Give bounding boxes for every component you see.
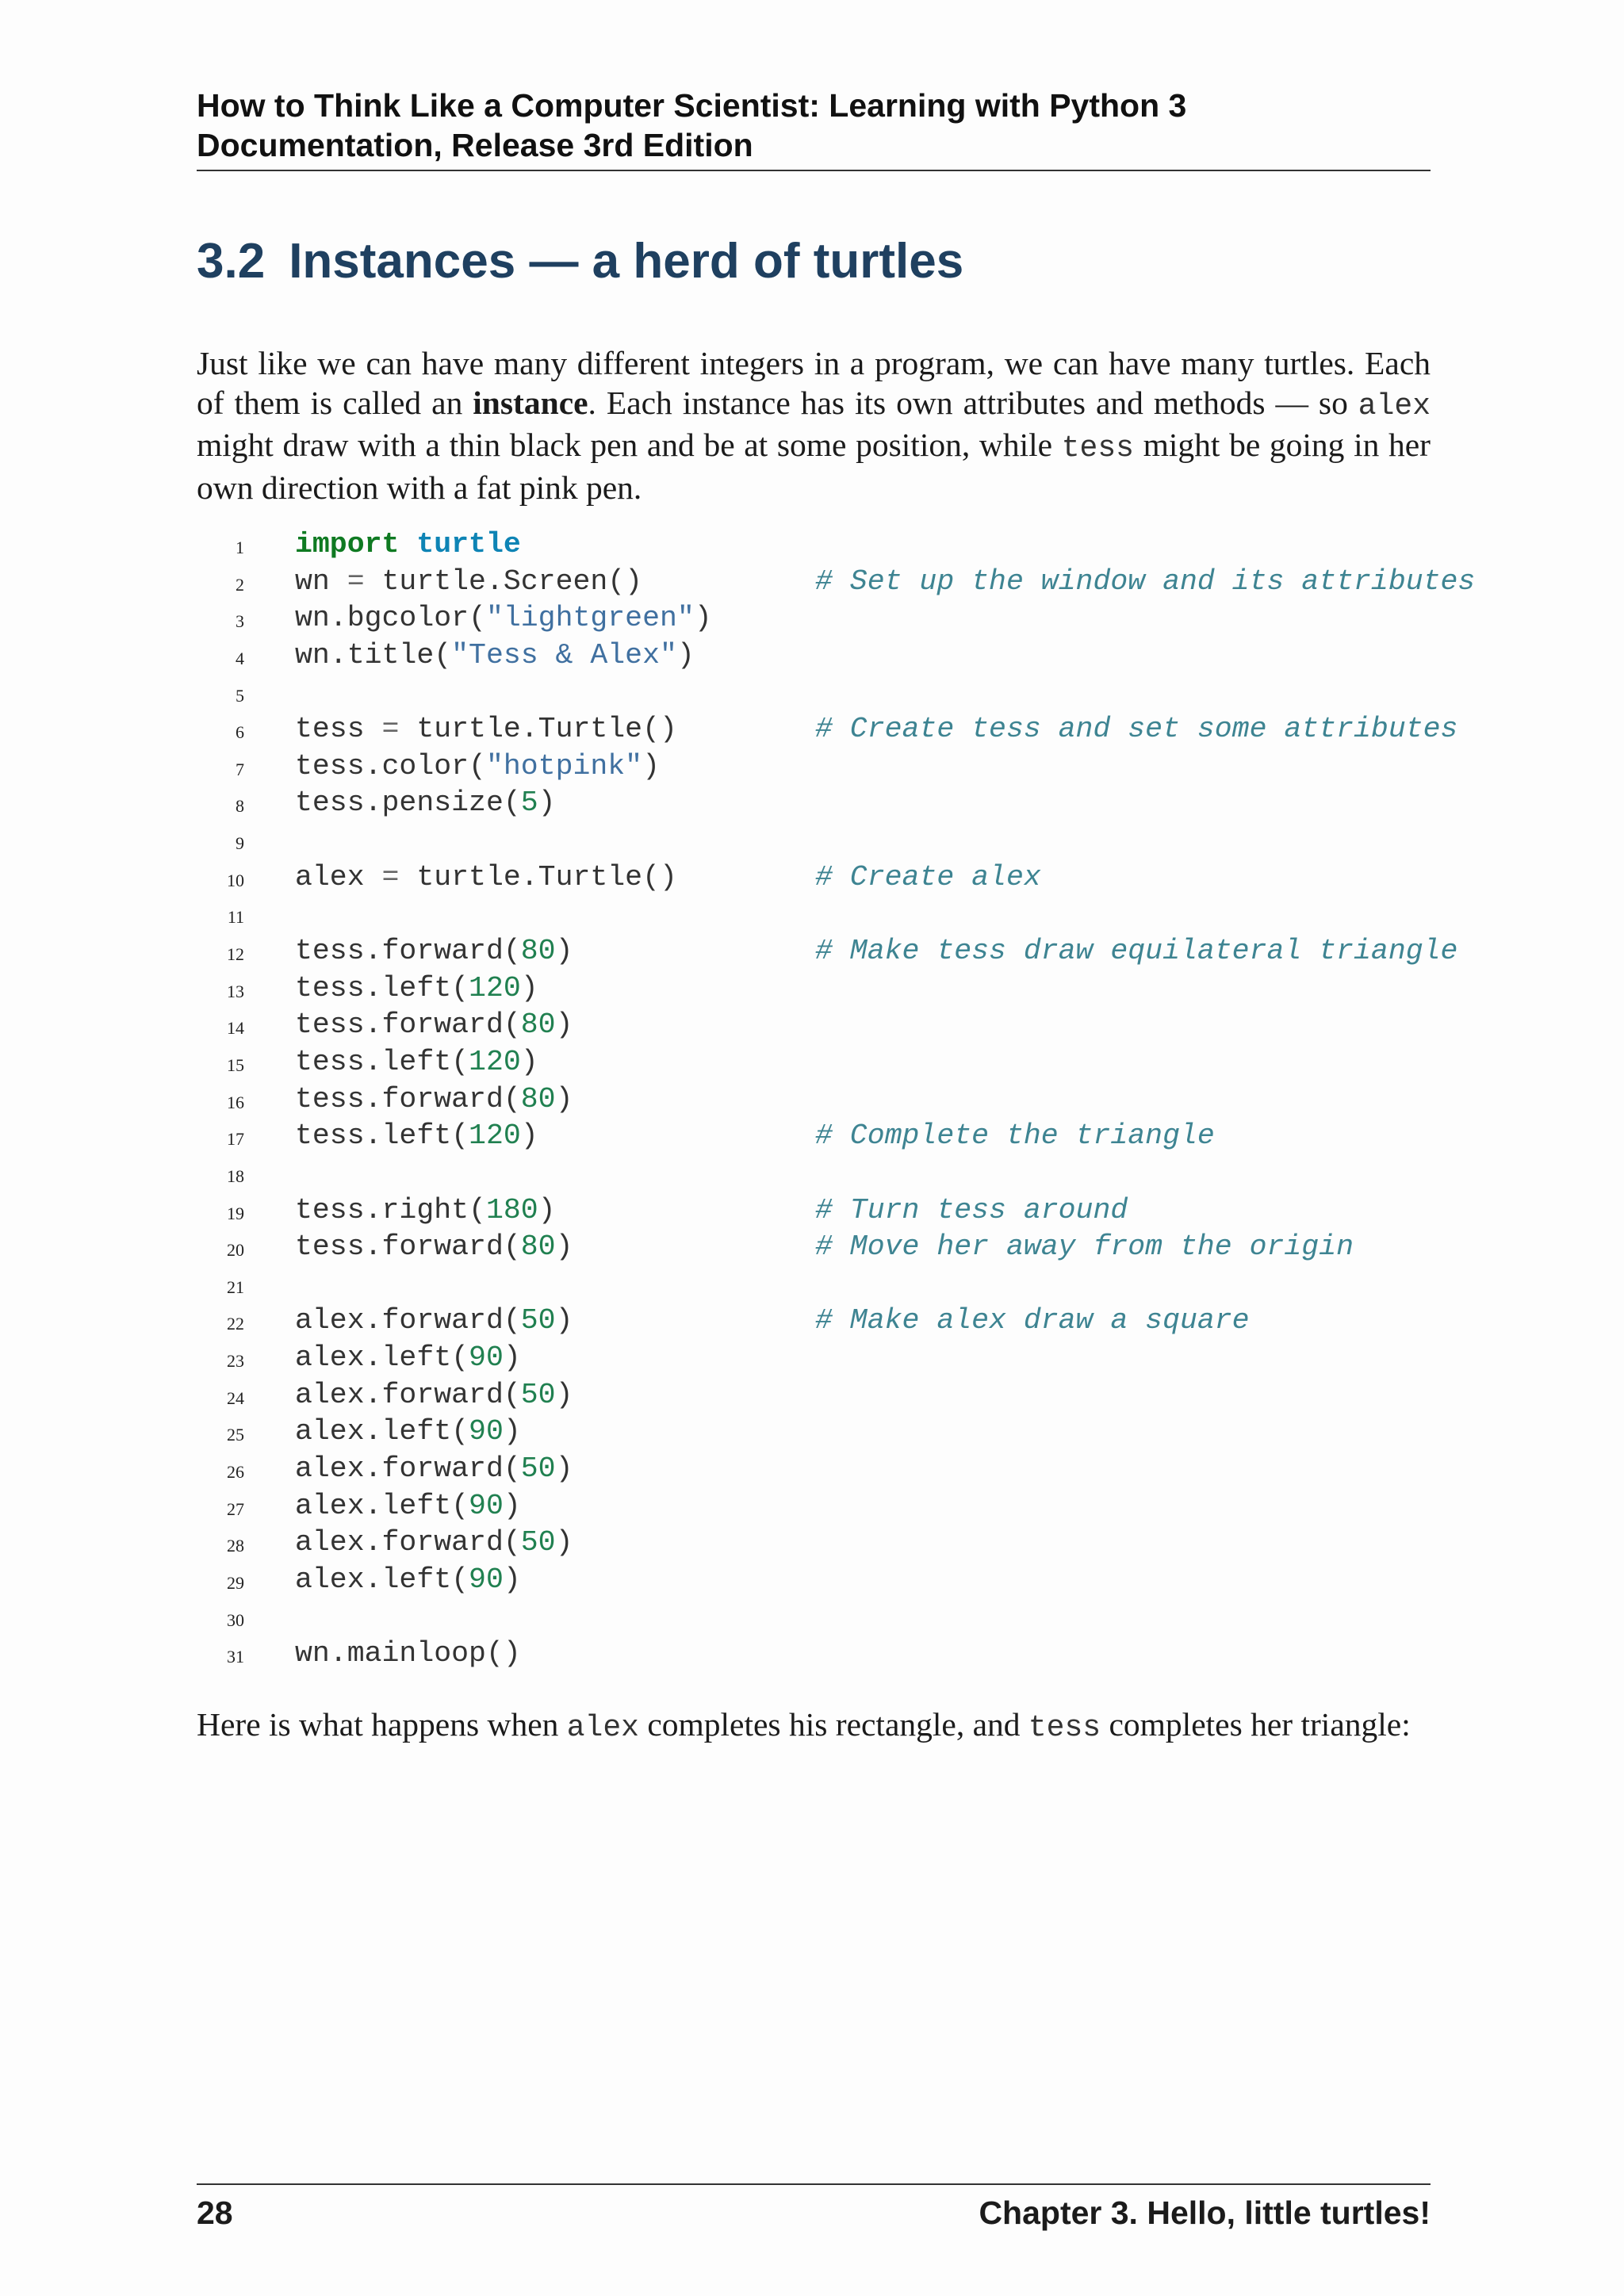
code-token: alex.left( — [295, 1415, 469, 1448]
code-text — [295, 1636, 521, 1673]
code-token: 90 — [469, 1563, 504, 1596]
code-token: wn.title( — [295, 638, 452, 672]
code-token: = — [347, 564, 365, 598]
code-text — [295, 1118, 538, 1155]
running-header-line-2: Documentation, Release 3rd Edition — [197, 127, 753, 163]
code-token: ) — [520, 971, 538, 1004]
code-line — [197, 822, 1545, 859]
code-token: 90 — [469, 1489, 504, 1522]
code-listing — [197, 526, 1545, 1673]
code-token: wn — [295, 564, 347, 598]
code-token: ) — [555, 1304, 573, 1337]
code-comment: # Make alex draw a square — [815, 1304, 1250, 1337]
line-number: 16 — [227, 1092, 244, 1112]
code-token: ) — [676, 638, 695, 672]
after-text-1: Here is what happens when — [197, 1706, 567, 1743]
code-token: wn.bgcolor( — [295, 602, 486, 635]
code-token: tess.right( — [295, 1193, 486, 1226]
code-line — [197, 711, 1545, 748]
code-token: ) — [538, 1193, 556, 1226]
code-token: 120 — [469, 1119, 521, 1153]
line-number: 17 — [227, 1129, 244, 1150]
code-token: turtle — [416, 528, 521, 561]
code-line — [197, 1192, 1545, 1230]
code-text — [295, 1081, 573, 1119]
section-heading — [197, 230, 963, 293]
section-title: Instances — a herd of turtles — [289, 234, 964, 289]
code-token: 80 — [520, 1082, 556, 1115]
line-number: 10 — [227, 870, 244, 890]
code-text — [295, 637, 695, 675]
code-line — [197, 526, 1545, 564]
code-comment: # Set up the window and its attributes — [815, 564, 1476, 598]
footer-rule — [197, 2183, 1431, 2185]
after-code-paragraph — [197, 1705, 1465, 1748]
code-text — [295, 1229, 573, 1266]
code-token: tess.left( — [295, 971, 469, 1004]
intro-text-3: might draw with a thin black pen and be at some position, while — [197, 427, 1062, 463]
code-line — [197, 637, 1545, 675]
code-token: ) — [555, 935, 573, 968]
line-number: 31 — [227, 1647, 244, 1667]
code-token: ) — [503, 1341, 521, 1375]
code-comment: # Create alex — [815, 860, 1041, 894]
inline-code-tess: tess — [1028, 1711, 1101, 1745]
line-number: 8 — [236, 796, 244, 817]
line-number: 6 — [236, 722, 244, 743]
code-line — [197, 859, 1545, 897]
code-token: ) — [503, 1489, 521, 1522]
running-header — [197, 86, 1431, 165]
page-number: 28 — [197, 2195, 233, 2231]
header-rule — [197, 170, 1431, 171]
code-token: import — [295, 528, 400, 561]
after-text-3: completes her triangle: — [1101, 1706, 1411, 1743]
code-token: tess.left( — [295, 1119, 469, 1153]
code-line — [197, 1266, 1545, 1303]
code-token: "lightgreen" — [485, 602, 695, 635]
code-token: alex — [295, 860, 382, 894]
code-line — [197, 748, 1545, 786]
code-token: turtle.Turtle() — [399, 860, 677, 894]
code-token: ) — [538, 786, 556, 820]
line-number: 5 — [236, 685, 244, 706]
code-token: alex.left( — [295, 1341, 469, 1375]
code-comment: # Complete the triangle — [815, 1119, 1215, 1153]
code-token: 80 — [520, 935, 556, 968]
code-text — [295, 1414, 521, 1451]
code-token: alex.forward( — [295, 1304, 521, 1337]
code-comment: # Create tess and set some attributes — [815, 713, 1458, 746]
code-token: ) — [555, 1082, 573, 1115]
code-token: "Tess & Alex" — [451, 638, 677, 672]
code-text — [295, 970, 538, 1008]
code-token: 80 — [520, 1008, 556, 1042]
code-line — [197, 933, 1545, 970]
line-number: 25 — [227, 1425, 244, 1445]
code-token: wn.mainloop() — [295, 1637, 521, 1670]
code-token: alex.left( — [295, 1563, 469, 1596]
line-number: 18 — [227, 1165, 244, 1186]
inline-code-alex: alex — [566, 1711, 639, 1745]
code-token: 50 — [520, 1304, 556, 1337]
line-number: 28 — [227, 1536, 244, 1556]
code-token: 120 — [469, 971, 521, 1004]
code-line — [197, 1488, 1545, 1525]
line-number: 1 — [236, 538, 244, 557]
code-text — [295, 1192, 556, 1230]
after-text-2: completes his rectangle, and — [638, 1706, 1028, 1743]
code-token: ) — [520, 1119, 538, 1153]
line-number: 2 — [236, 574, 244, 595]
code-token: tess — [295, 713, 382, 746]
line-number: 23 — [227, 1351, 244, 1372]
code-token: ) — [555, 1008, 573, 1042]
code-token: ) — [555, 1526, 573, 1559]
intro-paragraph — [197, 344, 1431, 507]
line-number: 20 — [227, 1240, 244, 1261]
code-line — [197, 1081, 1545, 1119]
inline-code-alex: alex — [1358, 388, 1431, 423]
code-token: 50 — [520, 1452, 556, 1486]
line-number: 14 — [227, 1018, 244, 1039]
code-token — [399, 528, 416, 561]
line-number: 27 — [227, 1498, 244, 1519]
code-token: ) — [520, 1045, 538, 1078]
term-instance: instance — [473, 384, 588, 421]
code-text — [295, 526, 521, 564]
code-line — [197, 1007, 1545, 1044]
code-line — [197, 1599, 1545, 1636]
line-number: 11 — [227, 907, 244, 928]
code-token: alex.forward( — [295, 1378, 521, 1411]
line-number: 3 — [236, 611, 244, 632]
line-number: 7 — [236, 759, 244, 779]
code-token: ) — [503, 1415, 521, 1448]
code-token: tess.forward( — [295, 1230, 521, 1264]
code-text — [295, 1488, 521, 1525]
line-number: 12 — [227, 944, 244, 965]
code-token: ) — [555, 1230, 573, 1264]
code-text — [295, 711, 677, 748]
line-number: 19 — [227, 1203, 244, 1223]
code-line — [197, 1118, 1545, 1155]
code-token: tess.color( — [295, 749, 486, 783]
code-token: "hotpink" — [485, 749, 643, 783]
code-token: 5 — [520, 786, 538, 820]
code-line — [197, 785, 1545, 822]
code-text — [295, 1525, 573, 1562]
code-token: alex.forward( — [295, 1452, 521, 1486]
code-line — [197, 1377, 1545, 1414]
footer-chapter-title: Chapter 3. Hello, little turtles! — [979, 2195, 1431, 2231]
code-line — [197, 896, 1545, 933]
code-token: turtle.Screen() — [364, 564, 643, 598]
line-number: 4 — [236, 648, 244, 668]
section-number: 3.2 — [197, 234, 266, 289]
code-token: 90 — [469, 1341, 504, 1375]
code-text — [295, 859, 677, 897]
inline-code-tess: tess — [1061, 431, 1134, 465]
code-text — [295, 1044, 538, 1081]
code-line — [197, 1229, 1545, 1266]
code-line — [197, 1636, 1545, 1673]
line-number: 13 — [227, 981, 244, 1001]
code-line — [197, 1562, 1545, 1599]
code-comment: # Make tess draw equilateral triangle — [815, 935, 1458, 968]
line-number: 15 — [227, 1054, 244, 1075]
line-number: 22 — [227, 1314, 244, 1334]
code-text — [295, 564, 642, 601]
line-number: 9 — [236, 833, 244, 854]
code-line — [197, 1451, 1545, 1488]
code-line — [197, 1303, 1545, 1340]
code-token: tess.forward( — [295, 1082, 521, 1115]
line-number: 24 — [227, 1387, 244, 1408]
code-token: tess.forward( — [295, 1008, 521, 1042]
code-token: 90 — [469, 1415, 504, 1448]
code-text — [295, 1562, 521, 1599]
line-number: 21 — [227, 1276, 244, 1297]
code-token: ) — [503, 1563, 521, 1596]
code-line — [197, 675, 1545, 712]
code-text — [295, 785, 556, 822]
code-line — [197, 564, 1545, 601]
code-token: tess.left( — [295, 1045, 469, 1078]
code-comment: # Move her away from the origin — [815, 1230, 1354, 1264]
code-token: 80 — [520, 1230, 556, 1264]
line-number: 26 — [227, 1462, 244, 1483]
line-number: 30 — [227, 1609, 244, 1630]
intro-text-4: might be going in her own direction with a fat pink pen. — [197, 427, 1431, 506]
code-token: ) — [642, 749, 660, 783]
code-text — [295, 933, 573, 970]
code-token: = — [381, 860, 400, 894]
line-number: 29 — [227, 1572, 244, 1593]
code-token: alex.left( — [295, 1489, 469, 1522]
code-line — [197, 1525, 1545, 1562]
code-token: 50 — [520, 1526, 556, 1559]
intro-text-1: Just like we can have many different integers in a program, we can have many turtles. Each of them is called an — [197, 345, 1431, 421]
code-token: ) — [555, 1378, 573, 1411]
code-token: 180 — [485, 1193, 538, 1226]
code-text — [295, 1303, 573, 1340]
code-text — [295, 1340, 521, 1377]
code-token: turtle.Turtle() — [399, 713, 677, 746]
code-text — [295, 748, 660, 786]
code-text — [295, 1377, 573, 1414]
intro-text-2: . Each instance has its own attributes and methods — so — [588, 384, 1358, 421]
code-token: 120 — [469, 1045, 521, 1078]
code-line — [197, 1044, 1545, 1081]
code-token: alex.forward( — [295, 1526, 521, 1559]
code-token: ) — [555, 1452, 573, 1486]
code-token: tess.pensize( — [295, 786, 521, 820]
code-line — [197, 1155, 1545, 1192]
code-text — [295, 1451, 573, 1488]
code-text — [295, 600, 712, 637]
code-token: ) — [694, 602, 712, 635]
code-comment: # Turn tess around — [815, 1193, 1128, 1226]
code-token: = — [381, 713, 400, 746]
code-token: tess.forward( — [295, 935, 521, 968]
code-line — [197, 1340, 1545, 1377]
code-text — [295, 1007, 573, 1044]
code-line — [197, 600, 1545, 637]
running-header-line-1: How to Think Like a Computer Scientist: Learning with Python 3 — [197, 87, 1187, 124]
code-line — [197, 1414, 1545, 1451]
code-token: 50 — [520, 1378, 556, 1411]
code-line — [197, 970, 1545, 1008]
